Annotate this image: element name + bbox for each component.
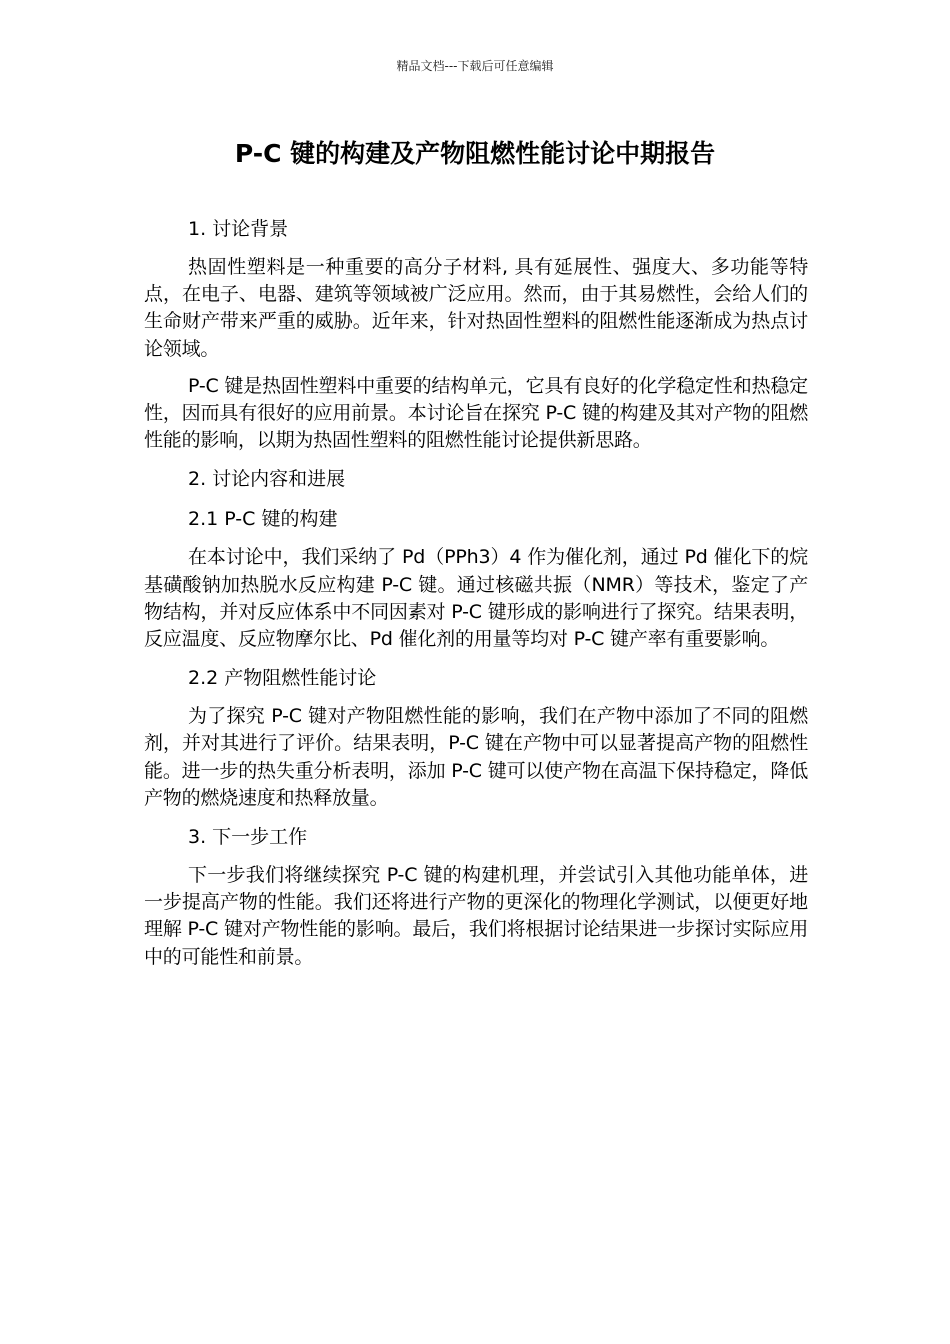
section-flame-retardancy bbox=[144, 663, 808, 812]
paragraph: 下一步我们将继续探究 P-C 键的构建机理，并尝试引入其他功能单体，进一步提高产物的性能。我们还将进行产物的更深化的物理化学测试，以便更好地理解 P-C 键对产物性能的影响。最后，我们将根据讨论结果进一步探讨实际应用中的可能性和前景。 bbox=[144, 864, 808, 968]
paragraph: 为了探究 P-C 键对产物阻燃性能的影响，我们在产物中添加了不同的阻燃剂，并对其进行了评价。结果表明，P-C 键在产物中可以显著提高产物的阻燃性能。进一步的热失重分析表明，添加 P-C 键可以使产物在高温下保持稳定，降低产物的燃烧速度和热释放量。 bbox=[144, 705, 808, 809]
section-background bbox=[144, 214, 808, 454]
section-next-steps bbox=[144, 822, 808, 971]
section-content-progress bbox=[144, 464, 808, 494]
section-heading: 2. 讨论内容和进展 bbox=[188, 468, 346, 491]
document-title: P-C 键的构建及产物阻燃性能讨论中期报告 bbox=[234, 139, 716, 168]
subsection-heading: 2.2 产物阻燃性能讨论 bbox=[188, 667, 377, 690]
section-heading: 3. 下一步工作 bbox=[188, 826, 308, 849]
section-heading: 1. 讨论背景 bbox=[188, 218, 289, 240]
paragraph: 热固性塑料是一种重要的高分子材料, 具有延展性、强度大、多功能等特点，在电子、电器、建筑等领域被广泛应用。然而，由于其易燃性，会给人们的生命财产带来严重的威胁。近年来，针对热固性塑料的阻燃性能逐渐成为热点讨论领域。 bbox=[144, 256, 808, 360]
section-pc-bond-construction bbox=[144, 504, 808, 653]
document-body bbox=[144, 214, 808, 981]
page-header: 精品文档---下载后可任意编辑 bbox=[396, 59, 554, 73]
subsection-heading: 2.1 P-C 键的构建 bbox=[188, 508, 338, 531]
paragraph: P-C 键是热固性塑料中重要的结构单元，它具有良好的化学稳定性和热稳定性，因而具有很好的应用前景。本讨论旨在探究 P-C 键的构建及其对产物的阻燃性能的影响，以期为热固性塑料的阻燃性能讨论提供新思路。 bbox=[144, 374, 808, 452]
paragraph: 在本讨论中，我们采纳了 Pd（PPh3）4 作为催化剂，通过 Pd 催化下的烷基磺酸钠加热脱水反应构建 P-C 键。通过核磁共振（NMR）等技术，鉴定了产物结构，并对反应体系中不同因素对 P-C 键形成的影响进行了探究。结果表明，反应温度、反应物摩尔比、Pd 催化剂的用量等均对 P-C 键产率有重要影响。 bbox=[144, 546, 808, 651]
